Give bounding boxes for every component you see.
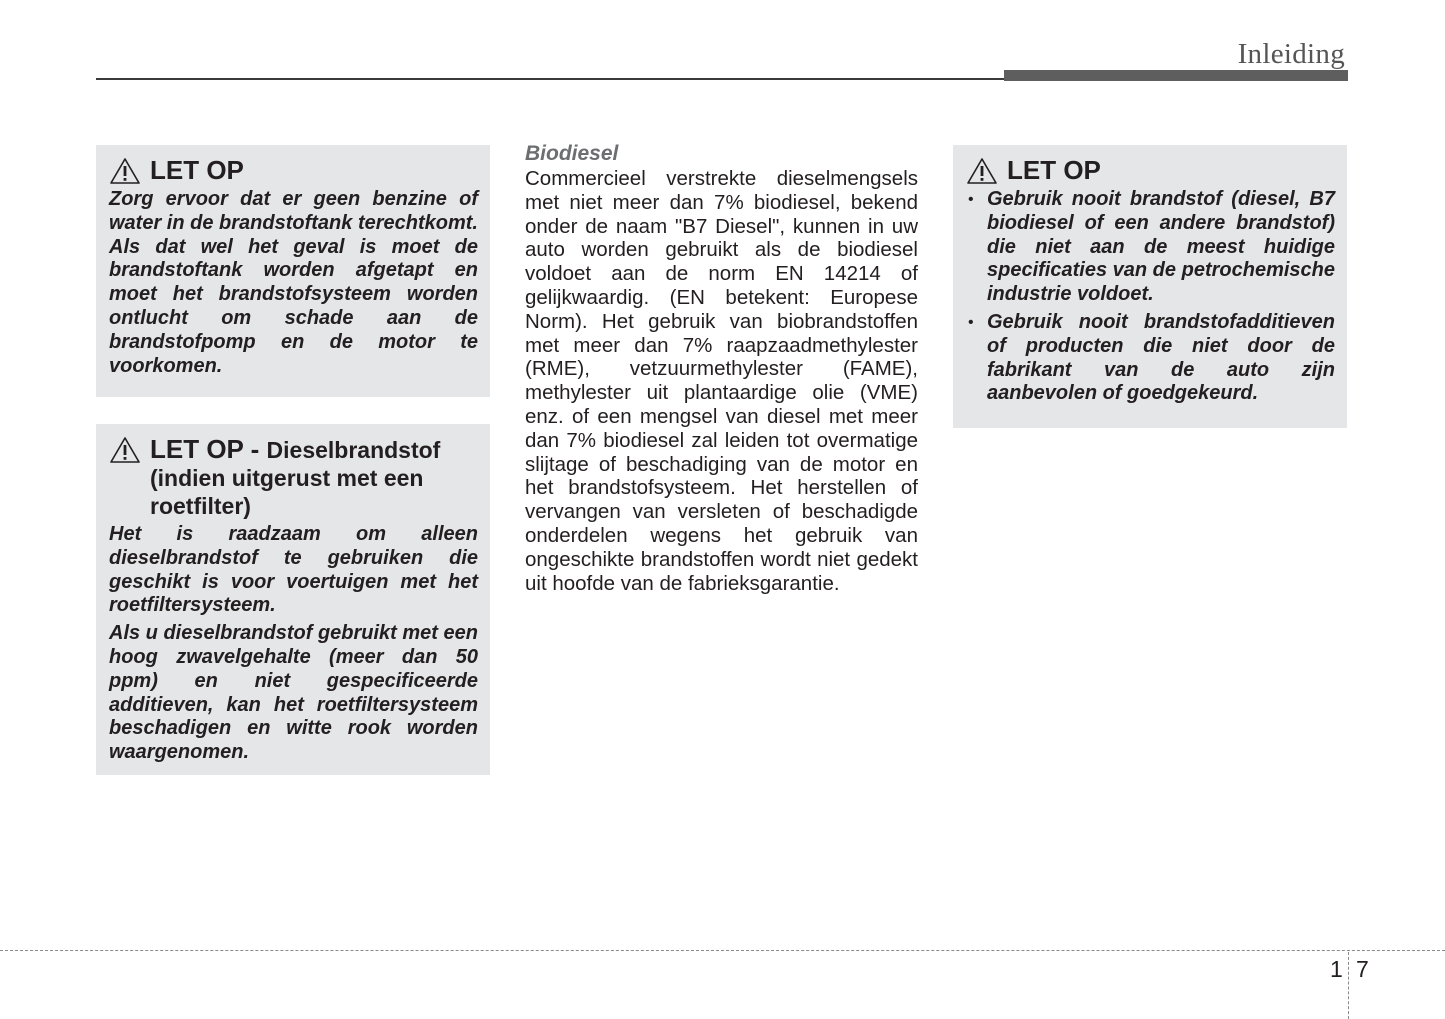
caution-subtitle-line3: roetfilter)	[150, 493, 251, 519]
biodiesel-heading: Biodiesel	[525, 142, 619, 165]
section-title: Inleiding	[1237, 38, 1345, 70]
caution-text: Zorg ervoor dat er geen benzine of water in de brandstoftank terechtkomt. Als dat wel het geval is moet de brandstoftank worden afgetapt en moet het brandstofsysteem worden ontlucht om schade aan de brandstofpomp en de motor te voorkomen.	[109, 188, 478, 377]
caution-box-fuel-contamination	[96, 145, 490, 397]
biodiesel-text: Commercieel verstrekte dieselmengsels met niet meer dan 7% biodiesel, bekend onder de naam "B7 Diesel", kunnen in uw auto worden gebruikt als de biodiesel voldoet aan de norm EN 14214 of gelijkwaardig. (EN betekent: Europese Norm). Het gebruik van biobrandstoffen met meer dan 7% raapzaadmethylester (RME), vetzuurmethylester (FAME), methylester uit plantaardige olie (VME) enz. of een mengsel van diesel met meer dan 7% biodiesel zal leiden tot overmatige slijtage of beschadiging van de motor en het brandstofsysteem. Het herstellen of vervangen van versleten of beschadigde onderdelen wegens het gebruik van ongeschikte brandstoffen wordt niet gedekt uit hoofde van de fabrieksgarantie.	[525, 167, 918, 595]
caution-box-diesel-fuel	[96, 424, 490, 775]
page-number-divider	[1348, 952, 1349, 1019]
page-number	[1322, 952, 1372, 1019]
caution-paragraph-1: Het is raadzaam om alleen dieselbrandstof te gebruiken die geschikt is voor voertuigen met het roetfiltersysteem.	[109, 523, 478, 617]
biodiesel-section	[525, 141, 918, 595]
caution-bullet: • Gebruik nooit brandstof (diesel, B7 biodiesel of een andere brandstof) die niet aan de meest huidige specificaties van de petrochemische industrie voldoet.	[966, 188, 1335, 307]
warning-triangle-icon	[109, 157, 141, 185]
caution-heading	[109, 157, 478, 185]
caution-title	[150, 436, 440, 520]
header-bar	[1004, 70, 1348, 81]
footer-rule	[0, 950, 1445, 951]
warning-triangle-icon	[109, 436, 141, 464]
header-rule	[96, 78, 1004, 80]
caution-bullet-list	[966, 188, 1335, 406]
warning-triangle-icon	[966, 157, 998, 185]
caution-title: LET OP	[1007, 155, 1101, 185]
caution-paragraph-2: Als u dieselbrandstof gebruikt met een hoog zwavelgehalte (meer dan 50 ppm) en niet gespecificeerde additieven, kan het roetfiltersysteem beschadigen en witte rook worden waargenomen.	[109, 622, 478, 764]
caution-heading	[109, 436, 478, 520]
caution-heading	[966, 157, 1335, 185]
caution-bullet: • Gebruik nooit brandstofadditieven of producten die niet door de fabrikant van de auto zijn aanbevolen of goedgekeurd.	[966, 311, 1335, 406]
caution-box-fuel-additives	[953, 145, 1347, 428]
caution-title: LET OP	[150, 155, 244, 185]
page-index: 7	[1356, 956, 1369, 982]
page-chapter: 1	[1330, 956, 1343, 982]
caution-subtitle-line1: Dieselbrandstof	[266, 437, 441, 463]
caution-title-prefix: LET OP -	[150, 434, 267, 464]
caution-subtitle-line2: (indien uitgerust met een	[150, 465, 424, 491]
